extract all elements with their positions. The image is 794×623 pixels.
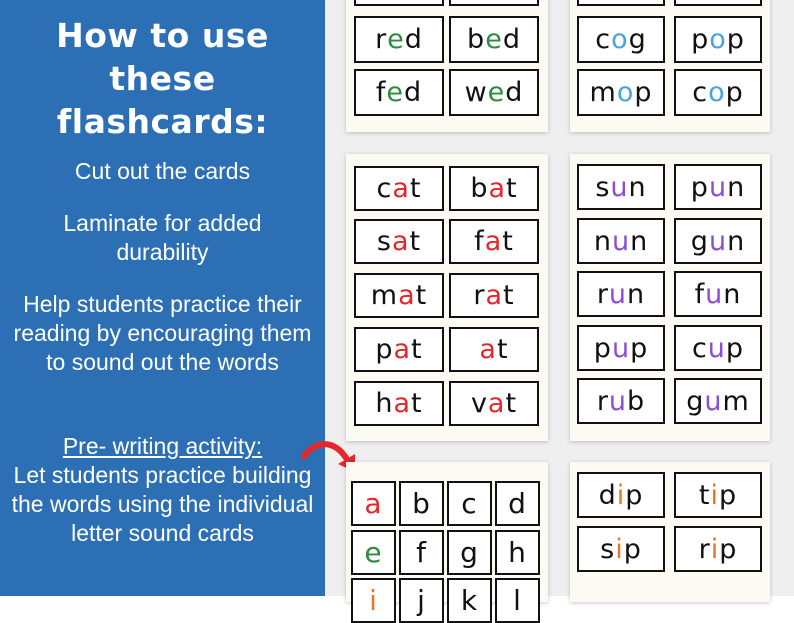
flashcard-word [354,219,444,264]
flashcard-letter: c [595,24,612,55]
flashcard-letter: n [628,171,647,203]
flashcard-letter: s [376,226,392,257]
flashcard-word [577,472,665,518]
flashcard-letter: u [610,171,629,203]
flashcard-letter: n [727,171,746,203]
flashcard-letter: u [704,385,723,417]
flashcard-letter: a [484,226,503,257]
flashcard-letter: o [708,77,726,108]
flashcard-word [354,273,444,318]
flashcard-letter: t [505,388,518,419]
flashcard-letter: n [593,225,612,257]
flashcard-letter: u [611,225,631,257]
flashcard-letter: t [409,226,422,257]
flashcard-word [577,16,665,63]
flashcard-letter: c [691,332,708,364]
letter-card: h [495,530,540,575]
flashcard-letter: p [634,77,653,108]
flashcard-letter: m [589,77,617,108]
flashcard-letter: e [387,24,405,55]
flashcard-letter: c [692,77,709,108]
flashcard-letter: i [710,479,719,511]
flashcard-letter: p [719,533,738,565]
instructions-panel [0,0,325,596]
flashcard-letter: u [707,332,726,364]
flashcard-letter: d [598,479,617,511]
letter-card: i [351,578,396,623]
flashcard-letter: p [623,533,642,565]
flashcard-letter: u [608,278,628,310]
flashcard-letter: a [392,173,410,204]
flashcard-letter: a [398,280,416,311]
flashcard-letter: t [506,173,518,204]
flashcard-word [577,325,665,371]
flashcard-word [674,69,762,116]
flashcard-letter: g [690,225,709,257]
letter-card: g [447,530,492,575]
flashcard-letter: n [627,278,646,310]
flashcard-letter: a [488,173,507,204]
flashcard-letter: t [503,280,515,311]
flashcard-letter: r [698,533,711,565]
step-cut-out: Cut out the cards [74,158,251,184]
flashcard-cut-off [449,0,539,6]
flashcard-letter: v [470,388,488,419]
letter-card: l [495,578,540,623]
flashcard-letter: f [375,77,387,108]
flashcard-letter: d [505,77,524,108]
flashcard-word [577,378,665,424]
flashcard-letter: g [686,385,705,417]
flashcard-letter: e [487,77,506,108]
flashcard-letter: w [464,77,488,108]
letter-card: b [399,481,444,526]
flashcard-cut-off [674,0,762,6]
letter-card: e [351,530,396,575]
flashcard-letter: f [474,226,485,257]
flashcard-letter: f [694,278,706,310]
flashcard-word [354,69,444,116]
flashcard-letter: p [718,479,738,511]
flashcard-word [674,164,762,210]
flashcard-word [674,271,762,317]
flashcard-cut-off [577,0,665,6]
flashcard-word [674,325,762,371]
flashcard-letter: m [722,385,750,417]
flashcard-letter: o [616,77,635,108]
flashcard-letter: d [404,77,423,108]
flashcard-letter: e [485,24,503,55]
flashcard-word [577,69,665,116]
flashcard-word [674,218,762,264]
flashcard-word [449,69,539,116]
letter-card: k [447,578,492,623]
flashcard-letter: t [496,334,509,365]
flashcard-letter: u [608,385,628,417]
flashcard-letter: p [593,332,612,364]
flashcard-letter: c [376,173,393,204]
flashcard-letter: e [386,77,404,108]
flashcard-letter: s [595,171,611,203]
flashcard-letter: p [726,24,745,55]
flashcard-letter: d [404,24,423,55]
flashcard-word [674,472,762,518]
step-laminate: Laminate for added durability [63,210,262,265]
flashcard-letter: o [709,24,727,55]
letter-card: a [351,481,396,526]
letter-card: c [447,481,492,526]
flashcard-cut-off [354,0,444,6]
flashcard-letter: a [487,388,506,419]
flashcard-letter: r [473,280,486,311]
flashcard-letter: u [705,278,724,310]
flashcard-letter: n [727,225,746,257]
flashcard-letter: b [627,385,646,417]
flashcard-letter: u [708,171,728,203]
flashcard-letter: p [725,332,745,364]
letter-card: f [399,530,444,575]
flashcard-word [449,273,539,318]
flashcard-word [577,271,665,317]
flashcard-letter: p [725,77,744,108]
flashcard-letter: b [467,24,486,55]
flashcard-letter: p [625,479,644,511]
prewriting-heading: Pre- writing activity: [62,433,263,459]
flashcard-letter: d [502,24,521,55]
flashcard-word [449,16,539,63]
flashcard-letter: a [479,334,497,365]
letter-card: j [399,578,444,623]
flashcard-word [674,378,762,424]
flashcard-letter: u [708,225,728,257]
flashcard-word [674,526,762,572]
flashcard-letter: b [470,173,489,204]
panel-title: How to use these flashcards: [56,16,269,141]
step-practice-reading: Help students practice their reading by encouraging them to sound out the words [13,291,312,375]
flashcard-word [449,219,539,264]
flashcard-word [449,166,539,211]
flashcard-letter: t [411,334,423,365]
flashcard-letter: m [370,280,399,311]
flashcard-letter: r [596,385,609,417]
flashcard-letter: o [611,24,629,55]
flashcard-word [577,526,665,572]
flashcard-letter: p [630,332,649,364]
flashcard-letter: a [393,388,412,419]
flashcard-word [449,381,539,426]
flashcard-letter: n [630,225,649,257]
flashcard-letter: i [710,533,720,565]
flashcard-letter: p [690,171,709,203]
flashcard-letter: u [611,332,631,364]
flashcard-letter: g [628,24,647,55]
flashcard-letter: a [393,334,412,365]
flashcard-letter: h [375,388,394,419]
flashcard-word [577,164,665,210]
flashcard-letter: a [391,226,410,257]
flashcard-word [354,166,444,211]
flashcard-word [354,327,444,372]
flashcard-word [354,381,444,426]
flashcard-letter: p [375,334,394,365]
flashcard-letter: t [698,479,711,511]
flashcard-letter: t [415,280,428,311]
flashcard-letter: t [502,226,514,257]
flashcard-letter: i [615,533,624,565]
flashcard-letter: i [616,479,626,511]
flashcard-word [577,218,665,264]
flashcard-word [449,327,539,372]
flashcard-word [354,16,444,63]
flashcard-letter: a [485,280,504,311]
letter-card: d [495,481,540,526]
flashcard-letter: n [723,278,742,310]
flashcard-word [674,16,762,63]
flashcard-letter: p [691,24,710,55]
flashcard-letter: t [411,388,423,419]
prewriting-text: Let students practice building the words using the individual letter sound cards [11,462,314,546]
flashcard-letter: r [375,24,388,55]
flashcard-letter: t [409,173,422,204]
flashcard-letter: s [600,533,616,565]
flashcard-letter: r [596,278,609,310]
